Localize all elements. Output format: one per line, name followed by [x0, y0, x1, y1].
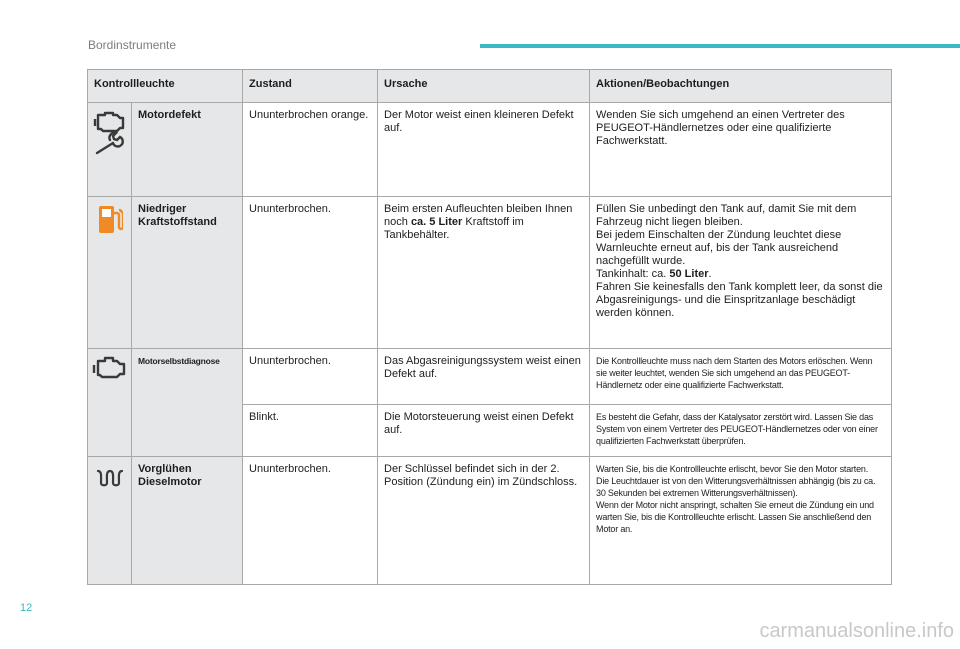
aktionen-bold-text: 50 Liter — [669, 268, 709, 280]
watermark: carmanualsonline.info — [759, 620, 954, 642]
aktionen-line: Wenn der Motor nicht anspringt, schalten Sie erneut die Zündung ein und warten Sie, bis die Kontrollleuchte erlischt. Lassen Sie anschließend den Motor an. — [596, 500, 874, 534]
ursache-cell: Die Motorsteuerung weist einen Defekt auf. — [378, 405, 590, 457]
zustand-cell: Ununterbrochen. — [243, 457, 378, 585]
header-accent-bar — [480, 44, 960, 48]
aktionen-text: . — [708, 268, 712, 280]
aktionen-line — [596, 268, 885, 281]
aktionen-line: Füllen Sie unbedingt den Tank auf, damit Sie mit dem Fahrzeug nicht liegen bleiben. — [596, 203, 857, 228]
ursache-cell: Der Schlüssel befindet sich in der 2. Position (Zündung ein) im Zündschloss. — [378, 457, 590, 585]
engine-diagnosis-icon — [92, 355, 128, 381]
aktionen-cell — [590, 457, 892, 585]
aktionen-cell: Wenden Sie sich umgehend an einen Vertreter des PEUGEOT-Händlernetzes oder eine qualifizierte Fachwerkstatt. — [590, 103, 892, 197]
warning-name — [132, 349, 243, 457]
ursache-cell — [378, 197, 590, 349]
ursache-cell: Der Motor weist einen kleineren Defekt auf. — [378, 103, 590, 197]
ursache-cell: Das Abgasreinigungssystem weist einen Defekt auf. — [378, 349, 590, 405]
icon-cell — [88, 457, 132, 585]
warning-lights-table — [87, 69, 892, 585]
warning-name: Motordefekt — [132, 103, 243, 197]
column-header-kontrollleuchte: Kontrollleuchte — [88, 70, 243, 103]
aktionen-line: Bei jedem Einschalten der Zündung leuchtet diese Warnleuchte erneut auf, bis der Tank ausreichend nachgefüllt wurde. — [596, 229, 842, 267]
warning-name-text: Motorselbstdiagnose — [138, 356, 220, 366]
column-header-zustand: Zustand — [243, 70, 378, 103]
aktionen-line: Fahren Sie keinesfalls den Tank komplett leer, da sonst die Abgasreinigungs- und die Einspritzanlage beschädigt werden können. — [596, 281, 883, 319]
aktionen-text: Tankinhalt: ca. — [596, 268, 670, 280]
table-row — [88, 197, 892, 349]
ursache-bold-text: ca. 5 Liter — [410, 216, 463, 228]
aktionen-line: Die Leuchtdauer ist von den Witterungsverhältnissen abhängig (bis zu ca. 30 Sekunden bei extremen Witterungsverhältnissen). — [596, 476, 876, 498]
aktionen-cell — [590, 197, 892, 349]
aktionen-cell: Es besteht die Gefahr, dass der Katalysator zerstört wird. Lassen Sie das System von einem Vertreter des PEUGEOT-Händlernetzes oder von einer qualifizierten Fachwerkstatt überprüfen. — [590, 405, 892, 457]
page-number: 12 — [20, 602, 33, 614]
column-header-ursache: Ursache — [378, 70, 590, 103]
zustand-cell: Ununterbrochen orange. — [243, 103, 378, 197]
table-row — [88, 103, 892, 197]
icon-cell — [88, 349, 132, 457]
zustand-cell: Ununterbrochen. — [243, 197, 378, 349]
warning-name: Vorglühen Dieselmotor — [132, 457, 243, 585]
aktionen-cell: Die Kontrollleuchte muss nach dem Starten des Motors erlöschen. Wenn sie weiter leuchtet, wenden Sie sich umgehend an das PEUGEOT-Händlernetz oder eine qualifizierte Fachwerkstatt. — [590, 349, 892, 405]
table-header-row — [88, 70, 892, 103]
table-row — [88, 457, 892, 585]
column-header-aktionen: Aktionen/Beobachtungen — [590, 70, 892, 103]
warning-name: Niedriger Kraftstoffstand — [132, 197, 243, 349]
ursache-text: Kraftstoff im Tankbehälter. — [384, 216, 524, 241]
icon-cell — [88, 103, 132, 197]
fuel-pump-icon — [97, 203, 123, 235]
zustand-cell: Blinkt. — [243, 405, 378, 457]
engine-fault-icon — [93, 109, 127, 157]
icon-cell — [88, 197, 132, 349]
section-title: Bordinstrumente — [88, 38, 177, 52]
ursache-text: Beim ersten Aufleuchten bleiben Ihnen noch — [384, 203, 573, 228]
glow-plug-icon — [96, 467, 124, 487]
zustand-cell: Ununterbrochen. — [243, 349, 378, 405]
table-row — [88, 349, 892, 405]
aktionen-line: Warten Sie, bis die Kontrollleuchte erlischt, bevor Sie den Motor starten. — [596, 464, 869, 474]
